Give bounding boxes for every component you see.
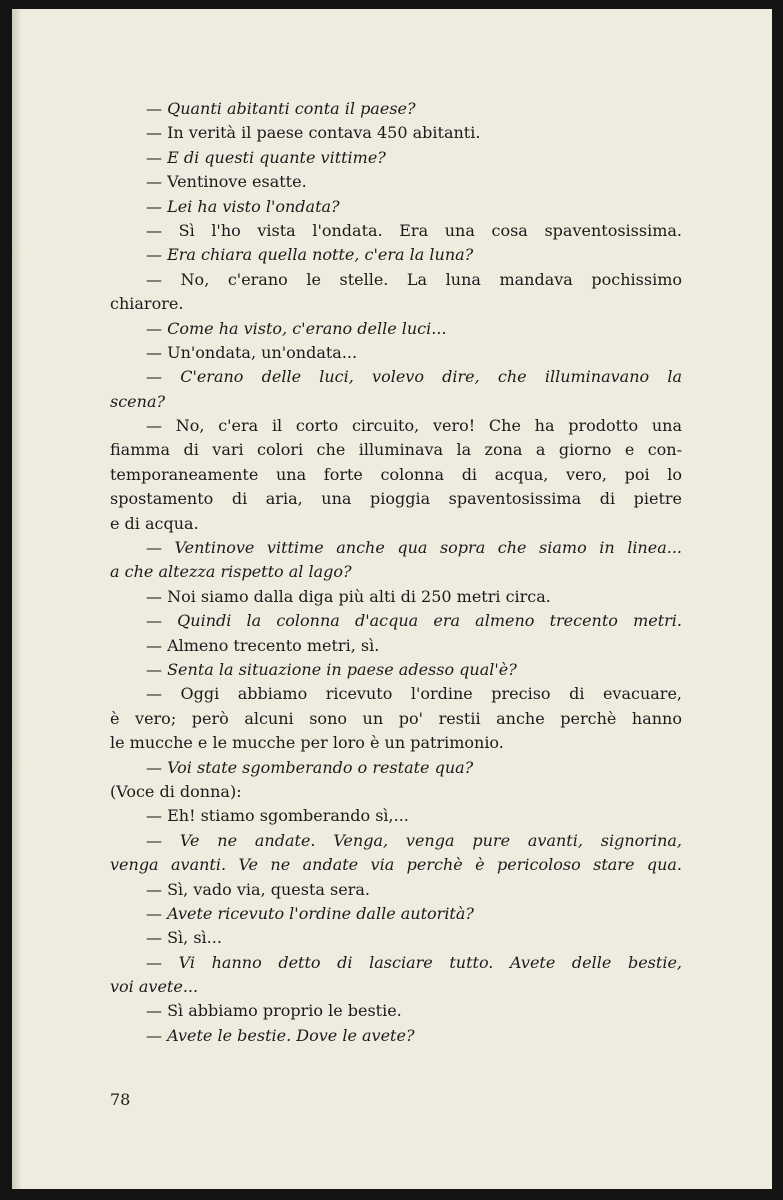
text-line: — E di questi quante vittime?	[146, 147, 386, 167]
text-line: — Avete ricevuto l'ordine dalle autorità?	[146, 903, 474, 923]
text-line: spostamento di aria, una pioggia spaventosissima di pietre	[110, 489, 682, 509]
text-line: — Ventinove esatte.	[146, 172, 307, 192]
text-line: — Sì, sì...	[146, 928, 222, 948]
text-line: — Avete le bestie. Dove le avete?	[146, 1025, 415, 1045]
text-line: — No, c'era il corto circuito, vero! Che ha prodotto una	[146, 416, 682, 436]
text-line: — Almeno trecento metri, sì.	[146, 635, 380, 655]
text-line: le mucche e le mucche per loro è un patrimonio.	[110, 733, 504, 753]
text-line: — Sì abbiamo proprio le bestie.	[146, 1001, 402, 1021]
text-line: — Ve ne andate. Venga, venga pure avanti, signorina,	[146, 830, 682, 850]
text-line: — Voi state sgomberando o restate qua?	[146, 757, 474, 777]
text-line: — Senta la situazione in paese adesso qual'è?	[146, 659, 517, 679]
text-line: — Eh! stiamo sgomberando sì,...	[146, 806, 409, 826]
text-line: chiarore.	[110, 294, 184, 314]
text-line: — Sì l'ho vista l'ondata. Era una cosa spaventosissima.	[146, 220, 682, 240]
text-line: — Era chiara quella notte, c'era la luna?	[146, 245, 474, 265]
text-line: temporaneamente una forte colonna di acqua, vero, poi lo	[110, 464, 682, 484]
text-line: (Voce di donna):	[110, 781, 242, 801]
text-line: — Come ha visto, c'erano delle luci...	[146, 318, 447, 338]
text-line: — Ventinove vittime anche qua sopra che siamo in linea...	[146, 538, 682, 558]
text-line: — In verità il paese contava 450 abitanti.	[146, 123, 481, 143]
text-line: e di acqua.	[110, 513, 199, 533]
text-line: a che altezza rispetto al lago?	[110, 562, 352, 582]
text-line: voi avete...	[110, 977, 199, 997]
text-line: — Quindi la colonna d'acqua era almeno trecento metri.	[146, 611, 682, 631]
text-line: — C'erano delle luci, volevo dire, che illuminavano la	[146, 367, 682, 387]
text-line: — Noi siamo dalla diga più alti di 250 metri circa.	[146, 586, 551, 606]
interview-text	[110, 97, 682, 1048]
text-line: — Vi hanno detto di lasciare tutto. Avete delle bestie,	[146, 952, 682, 972]
text-line: — Oggi abbiamo ricevuto l'ordine preciso di evacuare,	[146, 684, 682, 704]
text-line: è vero; però alcuni sono un po' restii anche perchè hanno	[110, 708, 682, 728]
page-number: 78	[110, 1090, 131, 1109]
text-line: scena?	[110, 391, 166, 411]
page-spine-shadow	[12, 9, 22, 1189]
text-line: — Un'ondata, un'ondata...	[146, 342, 358, 362]
text-line: — Lei ha visto l'ondata?	[146, 196, 340, 216]
book-page	[12, 9, 772, 1189]
text-line: — Quanti abitanti conta il paese?	[146, 99, 416, 118]
text-line: — Sì, vado via, questa sera.	[146, 879, 370, 899]
text-line: fiamma di vari colori che illuminava la zona a giorno e con-	[110, 440, 682, 460]
text-line: venga avanti. Ve ne andate via perchè è pericoloso stare qua.	[110, 855, 682, 875]
text-line: — No, c'erano le stelle. La luna mandava pochissimo	[146, 269, 682, 289]
